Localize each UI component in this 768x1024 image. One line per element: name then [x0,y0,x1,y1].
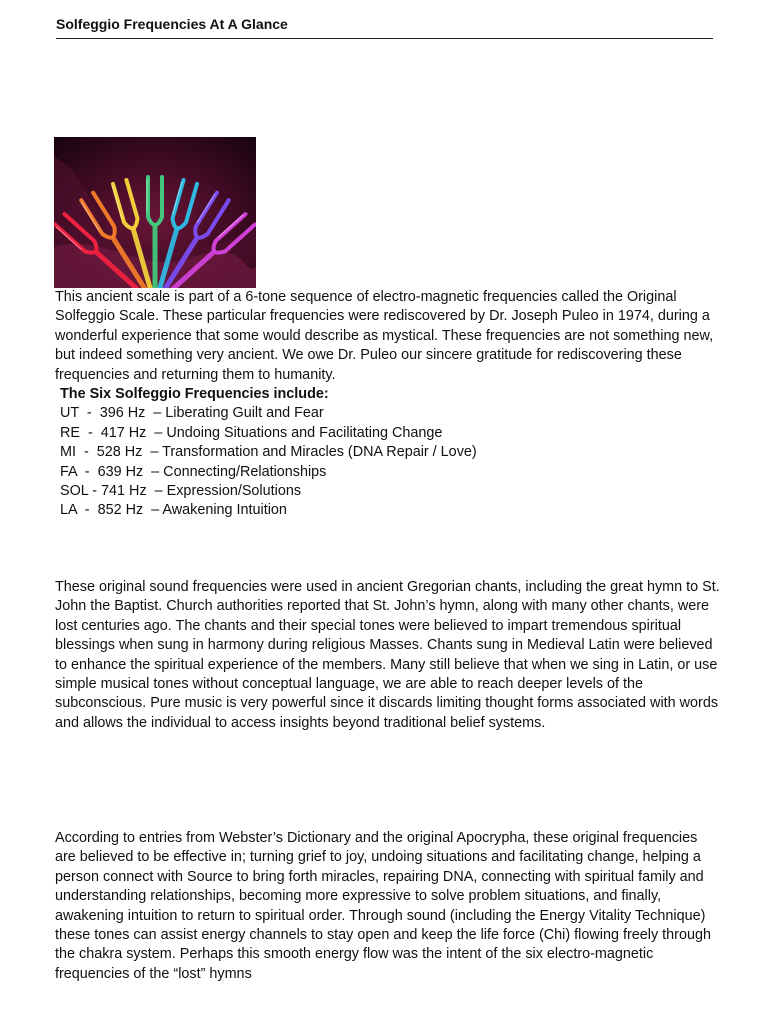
intro-section [55,288,720,521]
frequencies-heading: The Six Solfeggio Frequencies include: [60,386,329,403]
frequency-item-ut: UT - 396 Hz – Liberating Guilt and Fear [60,405,324,422]
websters-section [55,829,720,984]
frequency-item-mi: MI - 528 Hz – Transformation and Miracles (DNA Repair / Love) [60,444,477,461]
frequency-list [55,404,720,520]
tuning-forks-graphic [54,137,256,288]
page-header [56,16,713,39]
frequency-item-fa: FA - 639 Hz – Connecting/Relationships [60,463,327,480]
frequency-item-sol: SOL - 741 Hz – Expression/Solutions [60,483,302,500]
gregorian-section [55,578,720,733]
frequency-item-la: LA - 852 Hz – Awakening Intuition [60,502,287,519]
websters-paragraph: According to entries from Webster’s Dictionary and the original Apocrypha, these original frequencies are believed to be effective in; turning grief to joy, undoing situations and facilitating change, helping a person connect with Source to bring forth miracles, repairing DNA, connecting with spiritual family and understanding relationships, becoming more expressive to solve problem situations, and finally, awakening intuition to return to spiritual order. Through sound (including the Energy Vitality Technique) these tones can assist energy channels to stay open and keep the life force (Chi) flowing freely through the chakra system. Perhaps this smooth energy flow was the intent of the six electro-magnetic frequencies of the “lost” hymns [55,830,711,982]
intro-paragraph: This ancient scale is part of a 6-tone sequence of electro-magnetic frequencies called the Original Solfeggio Scale. These particular frequencies were rediscovered by Dr. Joseph Puleo in 1974, during a wonderful experience that some would describe as mystical. These frequencies are not something new, but indeed something very ancient. We owe Dr. Puleo our sincere gratitude for rediscovering these frequencies and returning them to humanity. [55,289,714,383]
frequency-item-re: RE - 417 Hz – Undoing Situations and Facilitating Change [60,424,443,441]
header-title: Solfeggio Frequencies At A Glance [56,16,288,32]
gregorian-paragraph: These original sound frequencies were used in ancient Gregorian chants, including the great hymn to St. John the Baptist. Church authorities reported that St. John’s hymn, along with many other chants, were lost centuries ago. The chants and their special tones were believed to impart tremendous spiritual blessings when sung in harmony during religious Masses. Chants sung in Medieval Latin were believed to enhance the spiritual experience of the members. Many still believe that when we sing in Latin, or use simple musical tones without conceptual language, we are able to reach deeper levels of the subconscious. Pure music is very powerful since it discards limiting thought forms associated with words and allows the individual to access insights beyond traditional belief systems. [55,579,720,731]
tuning-forks-image [54,137,256,288]
